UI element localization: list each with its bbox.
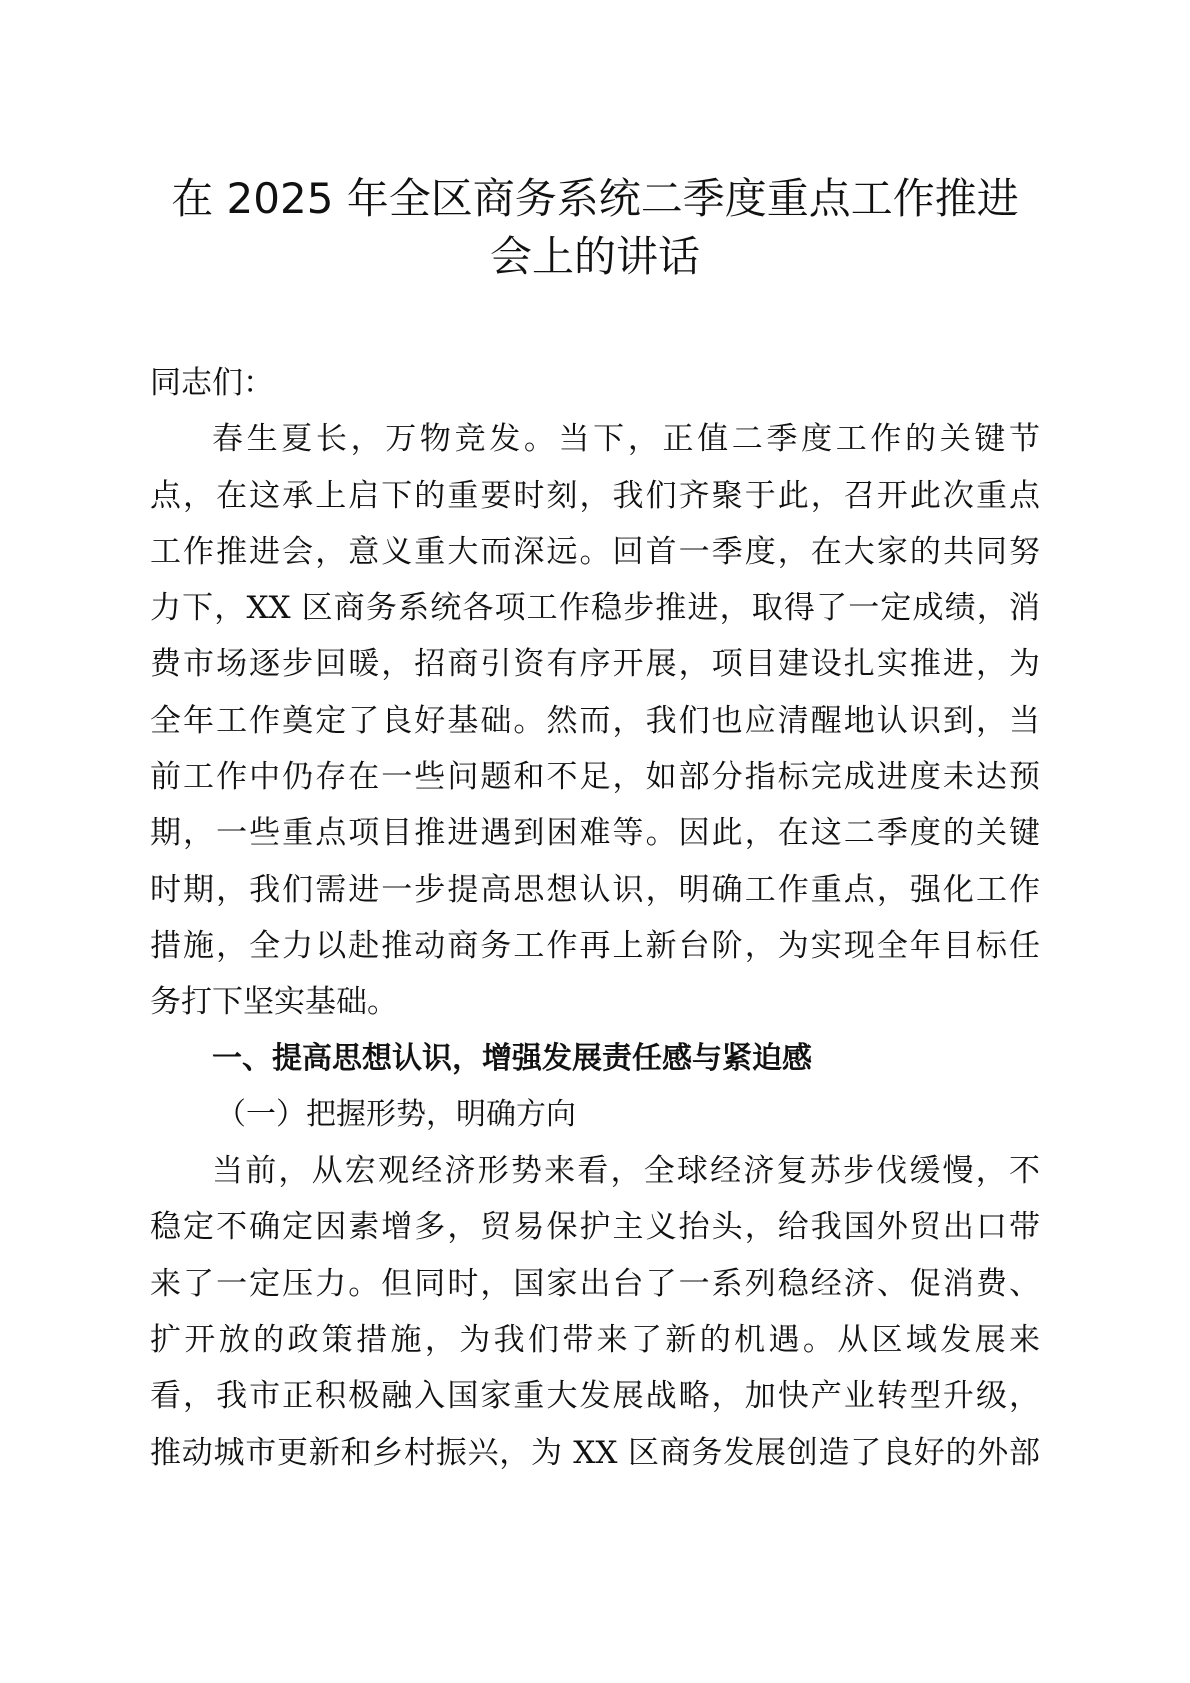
paragraph-line: 扩开放的政策措施，为我们带来了新的机遇。从区域发展来 — [150, 1322, 1040, 1359]
paragraph-line: 费市场逐步回暖，招商引资有序开展，项目建设扎实推进，为 — [150, 646, 1040, 683]
paragraph-line: 看，我市正积极融入国家重大发展战略，加快产业转型升级， — [150, 1378, 1040, 1415]
paragraph-line: 期，一些重点项目推进遇到困难等。因此，在这二季度的关键 — [150, 815, 1040, 852]
paragraph-line: 力下，XX 区商务系统各项工作稳步推进，取得了一定成绩，消 — [150, 590, 1040, 627]
subsection-heading: （一）把握形势，明确方向 — [216, 1096, 576, 1132]
paragraph-line: 稳定不确定因素增多，贸易保护主义抬头，给我国外贸出口带 — [150, 1209, 1040, 1246]
paragraph-line: 来了一定压力。但同时，国家出台了一系列稳经济、促消费、 — [150, 1265, 1040, 1302]
paragraph-line: 春生夏长，万物竞发。当下，正值二季度工作的关键节 — [212, 421, 1040, 458]
paragraph-line: 措施，全力以赴推动商务工作再上新台阶，为实现全年目标任 — [150, 927, 1040, 964]
paragraph-line: 全年工作奠定了良好基础。然而，我们也应清醒地认识到，当 — [150, 702, 1040, 739]
paragraph-line: 务打下坚实基础。 — [150, 984, 398, 1021]
title-line: 在 2025 年全区商务系统二季度重点工作推进 — [171, 174, 1019, 223]
paragraph-line: 工作推进会，意义重大而深远。回首一季度，在大家的共同努 — [150, 533, 1040, 570]
paragraph-situation — [150, 1143, 1040, 1481]
document-title — [150, 170, 1040, 286]
paragraph-line: 时期，我们需进一步提高思想认识，明确工作重点，强化工作 — [150, 871, 1040, 908]
paragraph-line: 点，在这承上启下的重要时刻，我们齐聚于此，召开此次重点 — [150, 477, 1040, 514]
section-heading: 一、提高思想认识，增强发展责任感与紧迫感 — [212, 1040, 812, 1076]
paragraph-opening — [150, 411, 1040, 1030]
title-line: 会上的讲话 — [489, 232, 700, 281]
document-body — [150, 355, 1040, 1481]
paragraph-line: 前工作中仍存在一些问题和不足，如部分指标完成进度未达预 — [150, 759, 1040, 796]
paragraph-line: 当前，从宏观经济形势来看，全球经济复苏步伐缓慢，不 — [212, 1153, 1040, 1190]
paragraph-line: 推动城市更新和乡村振兴，为 XX 区商务发展创造了良好的外部 — [150, 1434, 1040, 1471]
salutation: 同志们： — [150, 365, 274, 401]
